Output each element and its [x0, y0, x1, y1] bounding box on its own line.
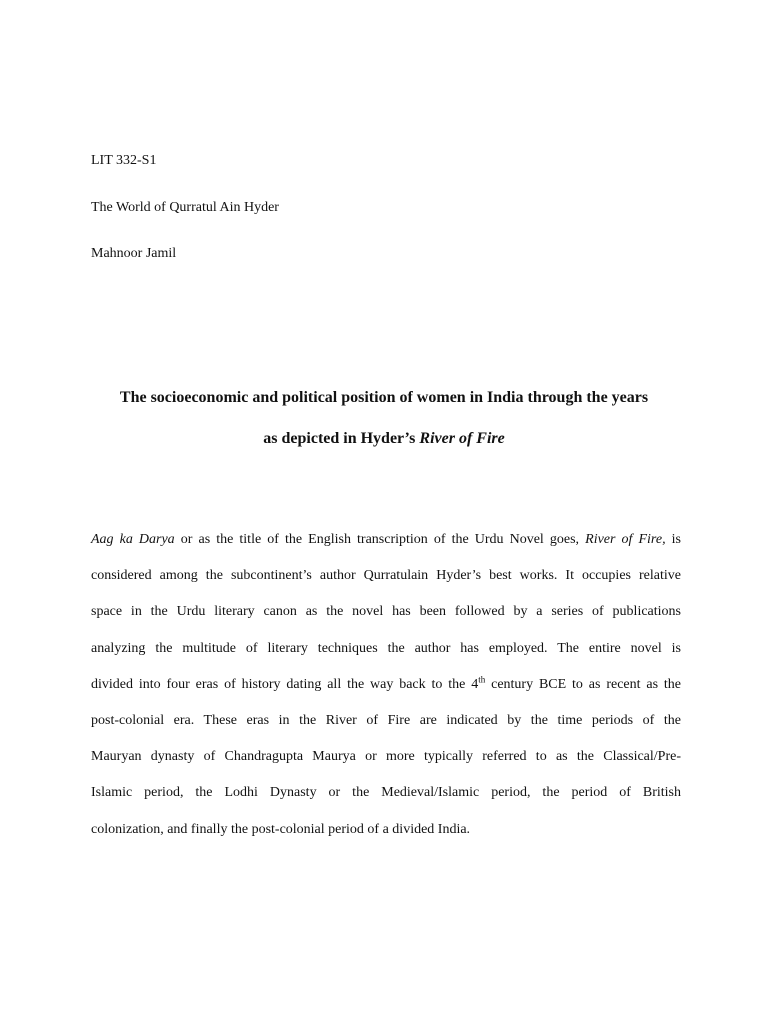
course-title: The World of Qurratul Ain Hyder	[91, 199, 279, 215]
title-line-2-prefix: as depicted in Hyder’s	[263, 430, 420, 447]
body-paragraph	[91, 530, 681, 856]
body-line-9: colonization, and finally the post-colonial period of a divided India.	[91, 821, 471, 837]
novel-english-title: River of Fire,	[585, 532, 666, 547]
body-line-7: Mauryan dynasty of Chandragupta Maurya or more typically referred to as the Classical/Pre-	[91, 749, 681, 765]
body-line-5-end: century BCE to as recent as the	[485, 676, 681, 692]
document-header	[91, 152, 671, 292]
body-line-2: considered among the subcontinent’s author Qurratulain Hyder’s best works. It occupies relative	[91, 568, 681, 584]
body-line-6: post-colonial era. These eras in the River of Fire are indicated by the time periods of the	[91, 712, 681, 728]
body-line-5	[91, 675, 681, 711]
title-line-1: The socioeconomic and political position of women in India through the years	[119, 389, 649, 406]
title-novel-name: River of Fire	[419, 430, 505, 447]
course-code: LIT 332-S1	[91, 153, 157, 168]
body-line-4: analyzing the multitude of literary techniques the author has employed. The entire novel is	[91, 640, 681, 656]
body-line-1	[91, 530, 681, 566]
novel-urdu-title: Aag ka Darya	[91, 532, 175, 547]
ordinal-suffix: th	[478, 674, 486, 685]
body-line-1-end: is	[665, 532, 681, 547]
body-line-1-mid: or as the title of the English transcription of the Urdu Novel goes,	[174, 532, 586, 547]
author-name: Mahnoor Jamil	[91, 246, 177, 261]
body-line-8: Islamic period, the Lodhi Dynasty or the Medieval/Islamic period, the period of British	[91, 785, 681, 801]
essay-title	[60, 388, 708, 449]
body-line-3: space in the Urdu literary canon as the novel has been followed by a series of publications	[91, 604, 681, 620]
body-line-5-start: divided into four eras of history dating all the way back to the 4	[91, 676, 479, 692]
title-line-2	[60, 429, 708, 449]
